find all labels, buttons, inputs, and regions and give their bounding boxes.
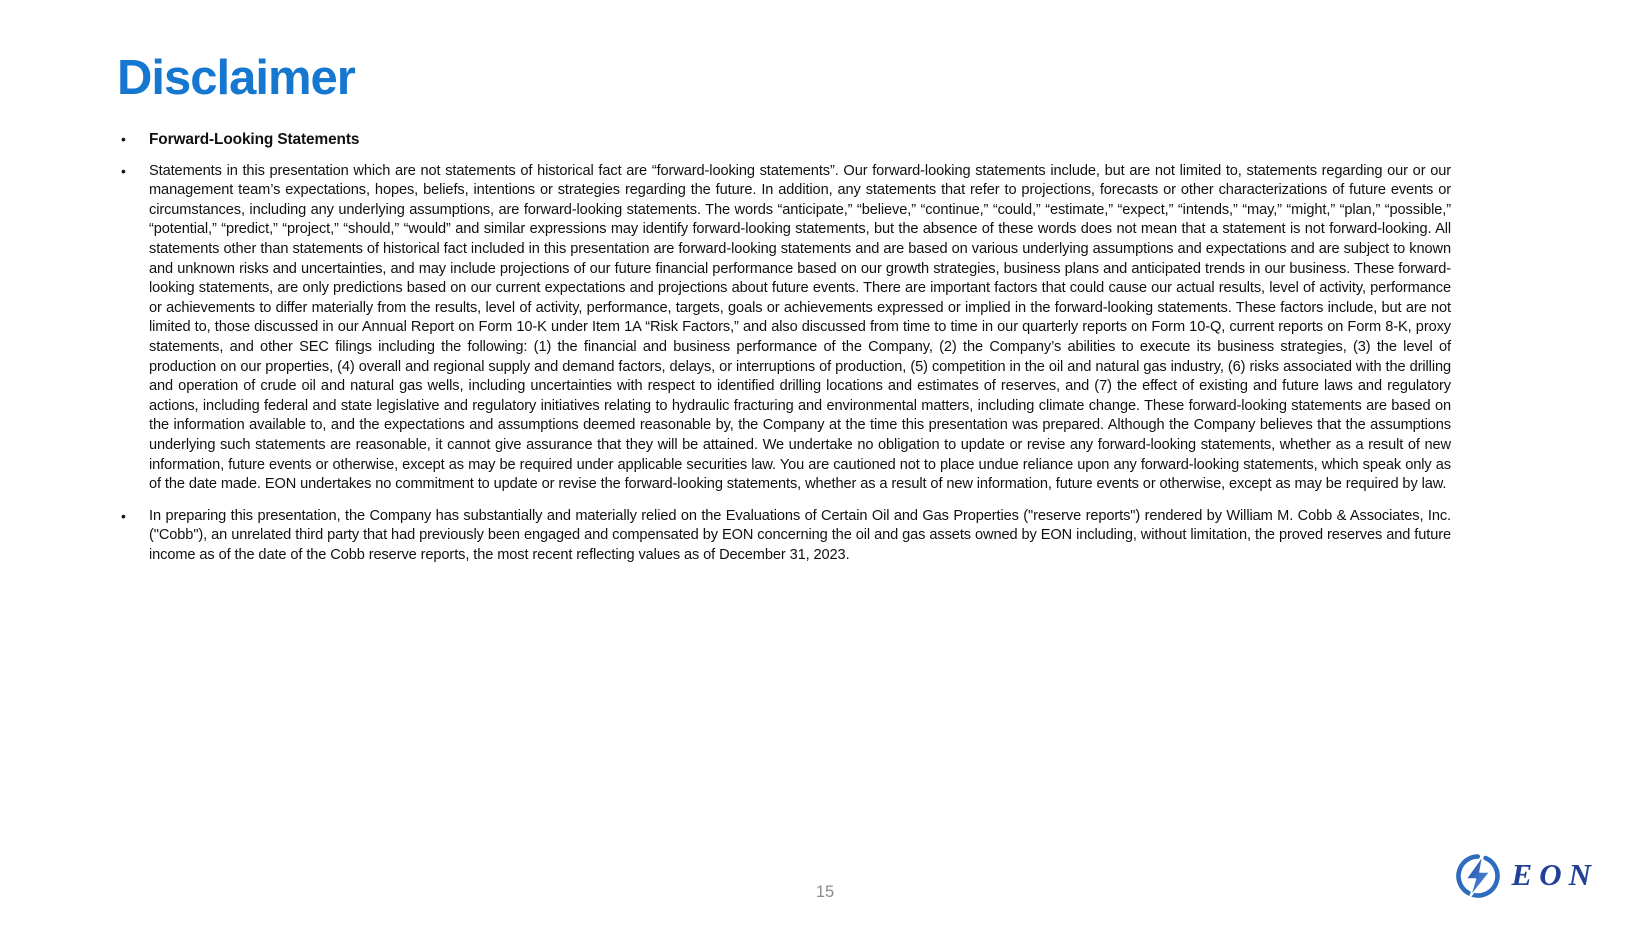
reserve-reports-paragraph: In preparing this presentation, the Company has substantially and materially relied on the Evaluations of Certain Oil and Gas Properties ("reserve reports") rendered by William M. Cobb & Associates, Inc. ("Cobb"), an unrelated third party that had previously been engaged and compensated by EON concerning the oil and gas assets owned by EON including, without limitation, the proved reserves and future income as of the date of the Cobb reserve reports, the most recent reflecting values as of December 31, 2023. (149, 507, 1451, 563)
bullet-list (118, 130, 1451, 577)
section-heading: Forward-Looking Statements (149, 131, 360, 148)
forward-looking-statements-paragraph: Statements in this presentation which are not statements of historical fact are “forward-looking statements”. Our forward-looking statements include, but are not limited to, statements regarding our or our management team’s expectations, hopes, beliefs, intentions or strategies regarding the future. In addition, any statements that refer to projections, forecasts or other characterizations of future events or circumstances, including any underlying assumptions, are forward-looking statements. The words “anticipate,” “believe,” “continue,” “could,” “estimate,” “expect,” “intends,” “may,” “might,” “plan,” “possible,” “potential,” “predict,” “project,” “should,” “would” and similar expressions may identify forward-looking statements, but the absence of these words does not mean that a statement is not forward-looking. All statements other than statements of historical fact included in this presentation are forward-looking statements and are based on various underlying assumptions and expectations and are subject to known and unknown risks and uncertainties, and may include projections of our future financial performance based on our growth strategies, business plans and anticipated trends in our business. These forward-looking statements, are only predictions based on our current expectations and projections about future events. There are important factors that could cause our actual results, level of activity, performance or achievements to differ materially from the results, level of activity, performance, targets, goals or achievements expressed or implied in the forward-looking statements. These factors include, but are not limited to, those discussed in our Annual Report on Form 10-K under Item 1A “Risk Factors,” and also discussed from time to time in our quarterly reports on Form 10-Q, current reports on Form 8-K, proxy statements, and other SEC filings including the following: (1) the financial and business performance of the Company, (2) the Company’s abilities to execute its business strategies, (3) the level of production on our properties, (4) overall and regional supply and demand factors, delays, or interruptions of production, (5) competition in the oil and natural gas industry, (6) risks associated with the drilling and operation of crude oil and natural gas wells, including uncertainties with respect to identified drilling locations and estimates of reserves, and (7) the effect of existing and future laws and regulatory actions, including federal and state legislative and regulatory initiatives relating to hydraulic fracturing and environmental matters, including climate change. These forward-looking statements are based on the information available to, and the expectations and assumptions deemed reasonable by, the Company at the time this presentation was prepared. Although the Company believes that the assumptions underlying such statements are reasonable, it cannot give assurance that they will be attained. We undertake no obligation to update or revise any forward-looking statements, whether as a result of new information, future events or otherwise, except as may be required under applicable securities law. You are cautioned not to place undue reliance upon any forward-looking statements, which speak only as of the date made. EON undertakes no commitment to update or revise the forward-looking statements, whether as a result of new information, future events or otherwise, except as may be required by law. (149, 162, 1451, 493)
bullet-icon: • (121, 131, 126, 147)
company-logo (1453, 850, 1598, 902)
bullet-item-reserve-reports-paragraph (118, 507, 1451, 566)
logo-wordmark: EON (1511, 857, 1598, 892)
page-number: 15 (815, 883, 835, 901)
bullet-item-forward-looking-paragraph (118, 162, 1451, 495)
bullet-icon: • (121, 507, 126, 524)
bullet-icon: • (121, 162, 126, 179)
lightning-bolt-icon (1453, 850, 1503, 902)
page-title: Disclaimer (117, 51, 355, 105)
bullet-item-heading (118, 130, 1451, 150)
